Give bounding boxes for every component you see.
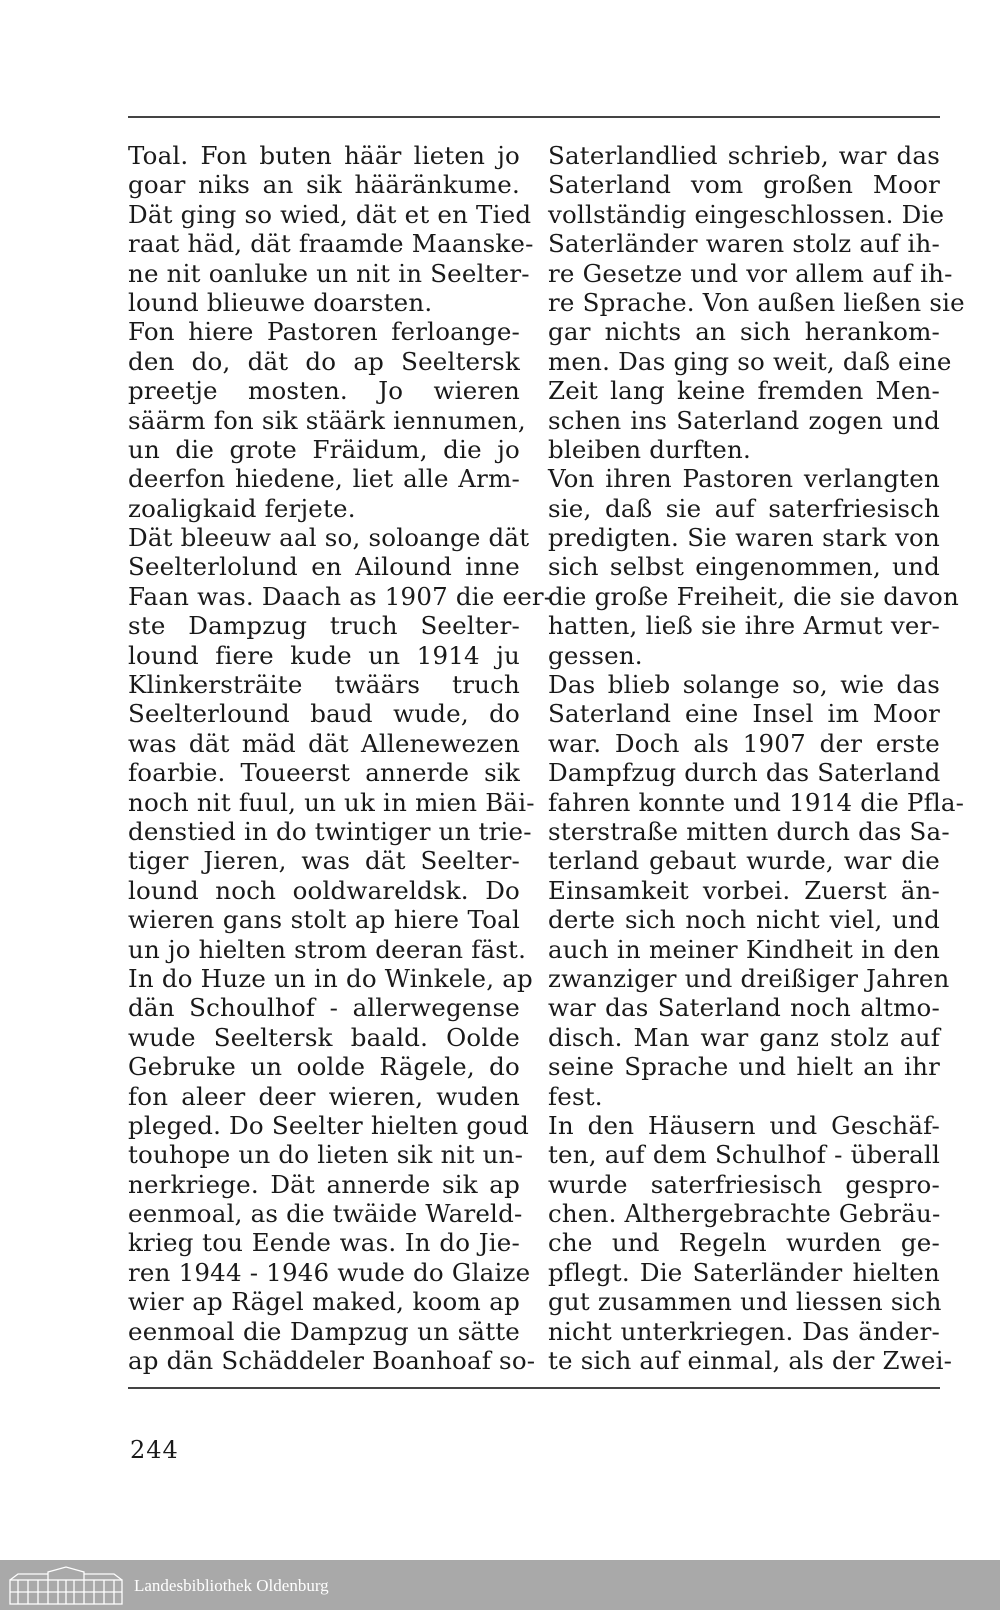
text-line: Saterland vom großen Moor <box>548 170 940 200</box>
text-line: lound noch ooldwareldsk. Do <box>128 875 520 905</box>
text-line: denstied in do twintiger un trie- <box>128 816 532 846</box>
text-line: vollständig eingeschlossen. Die <box>548 199 945 229</box>
text-line: pleged. Do Seelter hielten goud <box>128 1110 530 1140</box>
text-line: sterstraße mitten durch das Sa- <box>548 816 950 846</box>
text-line: un jo hielten strom deeran fäst. <box>128 934 527 964</box>
text-line: war das Saterland noch altmo- <box>548 993 940 1023</box>
text-line: hatten, ließ sie ihre Armut ver- <box>548 611 940 641</box>
text-line: zoaligkaid ferjete. <box>128 493 356 523</box>
text-line: goar niks an sik hääränkume. <box>128 170 520 200</box>
text-line: zwanziger und dreißiger Jahren <box>548 963 950 993</box>
text-line: noch nit fuul, un uk in mien Bäi- <box>128 787 535 817</box>
text-line: Dampfzug durch das Saterland <box>548 758 941 788</box>
text-line: chen. Althergebrachte Gebräu- <box>548 1199 941 1229</box>
text-line: ne nit oanluke un nit in Seelter- <box>128 258 530 288</box>
text-line: touhope un do lieten sik nit un- <box>128 1140 524 1170</box>
text-line: wier ap Rägel maked, koom ap <box>128 1287 520 1317</box>
text-line: gut zusammen und liessen sich <box>548 1287 942 1317</box>
text-line: ten, auf dem Schulhof - überall <box>548 1140 940 1170</box>
text-line: disch. Man war ganz stolz auf <box>548 1022 940 1052</box>
text-line: predigten. Sie waren stark von <box>548 523 940 553</box>
text-line: schen ins Saterland zogen und <box>548 405 940 435</box>
text-line: eenmoal, as die twäide Wareld- <box>128 1199 523 1229</box>
text-line: eenmoal die Dampzug un sätte <box>128 1316 520 1346</box>
text-line: Klinkersträite twäärs truch <box>128 670 520 700</box>
text-line: fest. <box>548 1081 603 1111</box>
text-line: lound fiere kude un 1914 ju <box>128 640 520 670</box>
bottom-rule <box>128 1387 940 1389</box>
text-line: pflegt. Die Saterländer hielten <box>548 1257 940 1287</box>
text-line: Dät ging so wied, dät et en Tied <box>128 199 532 229</box>
text-line: fon aleer deer wieren, wuden <box>128 1081 520 1111</box>
text-line: wurde saterfriesisch gespro- <box>548 1169 940 1199</box>
text-line: fahren konnte und 1914 die Pfla- <box>548 787 965 817</box>
text-line: Saterland eine Insel im Moor <box>548 699 940 729</box>
text-line: In do Huze un in do Winkele, ap <box>128 963 533 993</box>
text-line: Das blieb solange so, wie das <box>548 670 940 700</box>
text-line: auch in meiner Kindheit in den <box>548 934 940 964</box>
text-line: men. Das ging so weit, daß eine <box>548 346 952 376</box>
text-line: Toal. Fon buten häär lieten jo <box>128 141 520 170</box>
text-line: wieren gans stolt ap hiere Toal <box>128 905 520 935</box>
text-line: was dät mäd dät Allenewezen <box>128 728 520 758</box>
text-line: wude Seeltersk baald. Oolde <box>128 1022 520 1052</box>
text-line: gessen. <box>548 640 643 670</box>
text-line: foarbie. Toueerst annerde sik <box>128 758 520 788</box>
library-footer-bar <box>0 1560 1000 1610</box>
text-line: Fon hiere Pastoren ferloange- <box>128 317 520 347</box>
text-line: Gebruke un oolde Rägele, do <box>128 1052 520 1082</box>
text-line: te sich auf einmal, als der Zwei- <box>548 1346 953 1376</box>
text-line: Saterländer waren stolz auf ih- <box>548 229 940 259</box>
text-line: war. Doch als 1907 der erste <box>548 728 940 758</box>
top-rule <box>128 116 940 118</box>
text-line: raat häd, dät fraamde Maanske- <box>128 229 534 259</box>
page-number: 244 <box>130 1436 179 1464</box>
text-line: gar nichts an sich herankom- <box>548 317 940 347</box>
text-line: lound blieuwe doarsten. <box>128 287 433 317</box>
text-line: sich selbst eingenommen, und <box>548 552 940 582</box>
text-line: Faan was. Daach as 1907 die eer- <box>128 581 553 611</box>
text-line: Seelterlound baud wude, do <box>128 699 520 729</box>
text-line: dän Schoulhof - allerwegense <box>128 993 520 1023</box>
right-column-german-text <box>548 141 965 1376</box>
text-line: Von ihren Pastoren verlangten <box>548 464 940 494</box>
text-line: un die grote Fräidum, die jo <box>128 434 520 464</box>
text-line: bleiben durften. <box>548 434 751 464</box>
text-line: In den Häusern und Geschäf- <box>548 1110 940 1140</box>
text-line: tiger Jieren, was dät Seelter- <box>128 846 520 876</box>
text-line: che und Regeln wurden ge- <box>548 1228 940 1258</box>
text-line: deerfon hiedene, liet alle Arm- <box>128 464 520 494</box>
text-line: den do, dät do ap Seeltersk <box>128 346 520 376</box>
text-line: Dät bleeuw aal so, soloange dät <box>128 523 530 553</box>
text-line: Einsamkeit vorbei. Zuerst än- <box>548 875 940 905</box>
text-line: nerkriege. Dät annerde sik ap <box>128 1169 520 1199</box>
library-name: Landesbibliothek Oldenburg <box>134 1576 329 1595</box>
text-line: ap dän Schäddeler Boanhoaf so- <box>128 1346 536 1376</box>
text-line: Seelterlolund en Ailound inne <box>128 552 520 582</box>
text-line: Zeit lang keine fremden Men- <box>548 376 940 406</box>
text-line: die große Freiheit, die sie davon <box>548 581 959 611</box>
text-line: nicht unterkriegen. Das änder- <box>548 1316 940 1346</box>
text-line: krieg tou Eende was. In do Jie- <box>128 1228 520 1258</box>
text-line: re Gesetze und vor allem auf ih- <box>548 258 953 288</box>
text-line: Saterlandlied schrieb, war das <box>548 141 940 170</box>
left-column-saterfrisian-text <box>128 141 553 1376</box>
text-line: säärm fon sik stäärk iennumen, <box>128 405 526 435</box>
text-line: preetje mosten. Jo wieren <box>128 376 520 406</box>
text-line: sie, daß sie auf saterfriesisch <box>548 493 940 523</box>
text-line: terland gebaut wurde, war die <box>548 846 940 876</box>
text-line: ste Dampzug truch Seelter- <box>128 611 520 641</box>
text-line: derte sich noch nicht viel, und <box>548 905 940 935</box>
library-building-icon <box>8 1566 124 1610</box>
text-line: re Sprache. Von außen ließen sie <box>548 287 965 317</box>
text-line: ren 1944 - 1946 wude do Glaize <box>128 1257 531 1287</box>
text-line: seine Sprache und hielt an ihr <box>548 1052 940 1082</box>
